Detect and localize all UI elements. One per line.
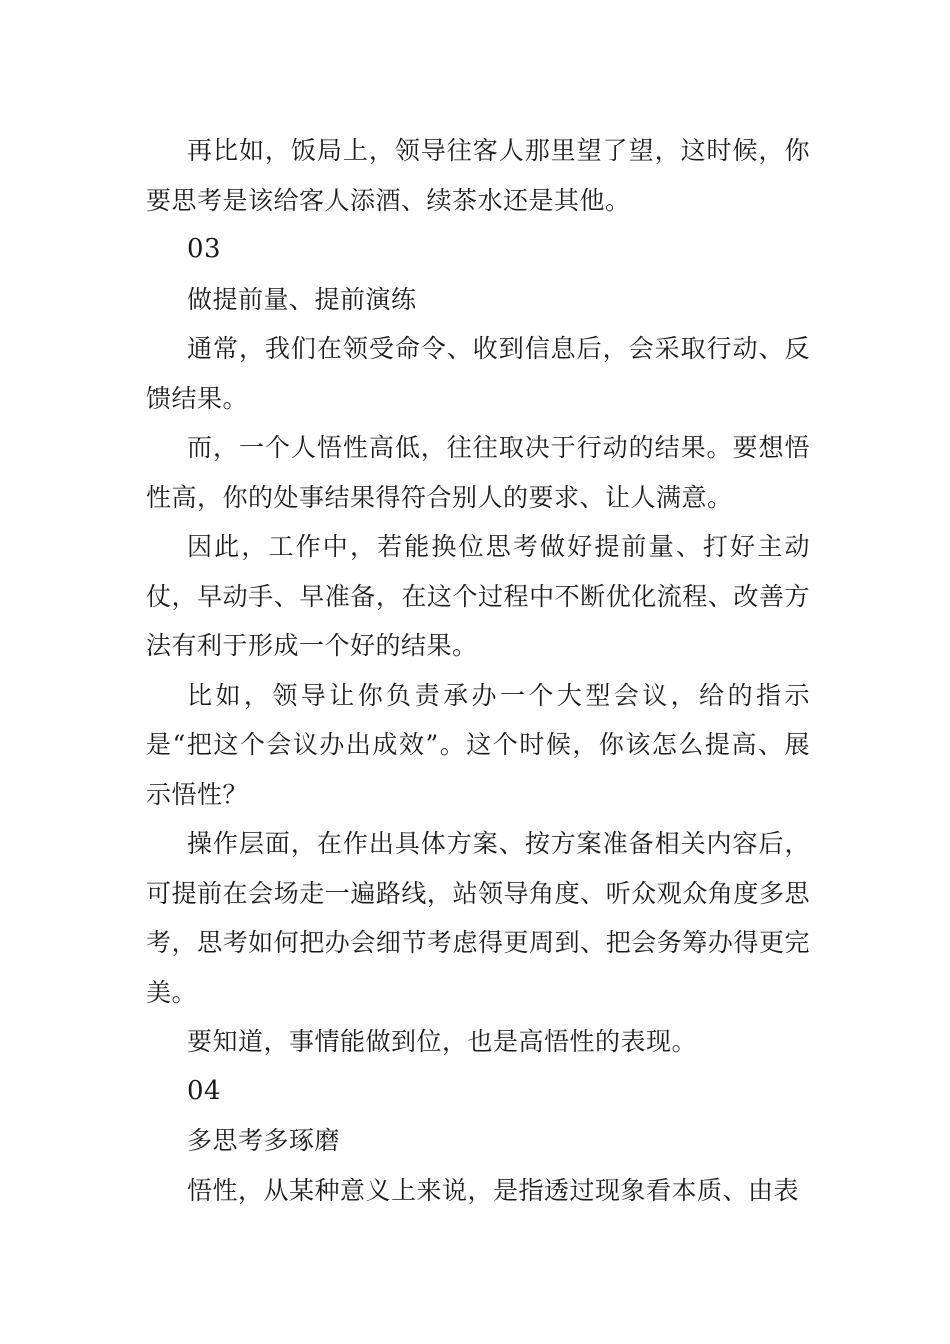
paragraph-meeting-example: 比如，领导让你负责承办一个大型会议，给的指示是“把这个会议办出成效”。这个时候，你该怎么提高、展示悟性？ xyxy=(146,680,810,809)
section-number-04: 04 xyxy=(187,1075,222,1106)
paragraph-savvy-level: 而，一个人悟性高低，往往取决于行动的结果。要想悟性高，你的处事结果得符合别人的要求、让人满意。 xyxy=(146,433,810,512)
paragraph-operation-level: 操作层面，在作出具体方案、按方案准备相关内容后，可提前在会场走一遍路线，站领导角度、听众观众角度多思考，思考如何把办会细节考虑得更周到、把会务筹办得更完美。 xyxy=(146,829,810,1007)
document-body xyxy=(146,126,810,1215)
section-number-03: 03 xyxy=(187,234,222,264)
paragraph-savvy-definition: 悟性，从某种意义上来说，是指透过现象看本质、由表 xyxy=(187,1175,800,1205)
paragraph-therefore: 因此，工作中，若能换位思考做好提前量、打好主动仗，早动手、早准备，在这个过程中不断优化流程、改善方法有利于形成一个好的结果。 xyxy=(146,532,810,660)
paragraph-banquet-example: 再比如，饭局上，领导往客人那里望了望，这时候，你要思考是该给客人添酒、续茶水还是其他。 xyxy=(146,136,810,215)
section-heading-04: 多思考多琢磨 xyxy=(187,1126,341,1155)
paragraph-know-that: 要知道，事情能做到位，也是高悟性的表现。 xyxy=(187,1027,698,1056)
paragraph-usually: 通常，我们在领受命令、收到信息后，会采取行动、反馈结果。 xyxy=(146,334,810,413)
section-heading-03: 做提前量、提前演练 xyxy=(187,284,417,314)
